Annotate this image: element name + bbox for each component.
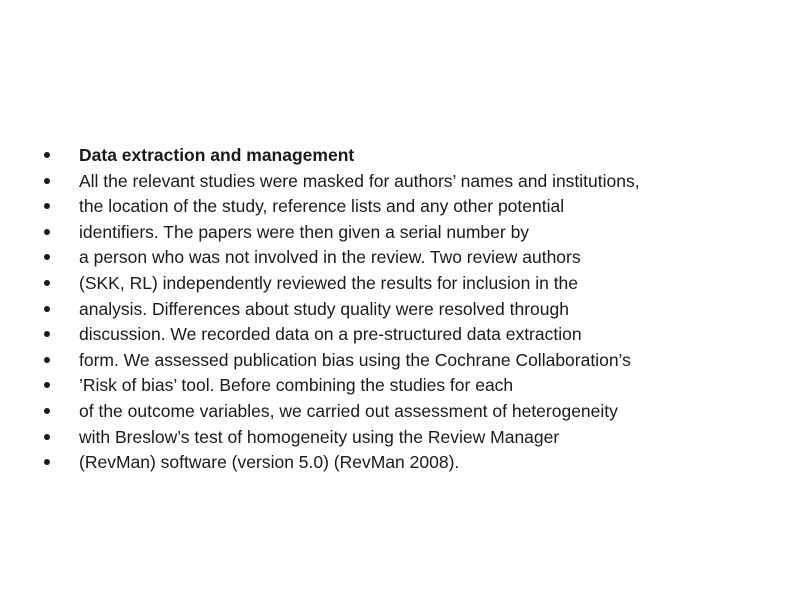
bullet-list — [44, 143, 640, 476]
section-heading: Data extraction and management — [79, 145, 355, 165]
bullet-item — [44, 348, 640, 374]
bullet-text: (RevMan) software (version 5.0) (RevMan 2008). — [79, 452, 460, 473]
bullet-item — [44, 220, 640, 246]
bullet-item-heading — [44, 143, 640, 169]
bullet-text: form. We assessed publication bias using the Cochrane Collaboration’s — [79, 349, 631, 370]
bullet-item — [44, 297, 640, 323]
bullet-item — [44, 373, 640, 399]
bullet-item — [44, 271, 640, 297]
bullet-text: a person who was not involved in the review. Two review authors — [79, 247, 581, 268]
bullet-dot-icon — [44, 178, 50, 184]
bullet-dot-icon — [44, 331, 50, 337]
bullet-item — [44, 194, 640, 220]
bullet-text: All the relevant studies were masked for authors’ names and institutions, — [79, 170, 640, 191]
bullet-item — [44, 425, 640, 451]
bullet-text: (SKK, RL) independently reviewed the results for inclusion in the — [79, 272, 579, 293]
bullet-text: with Breslow’s test of homogeneity using the Review Manager — [79, 426, 560, 447]
bullet-dot-icon — [44, 306, 50, 312]
bullet-dot-icon — [44, 203, 50, 209]
bullet-dot-icon — [44, 280, 50, 286]
bullet-dot-icon — [44, 152, 50, 158]
bullet-item — [44, 245, 640, 271]
bullet-dot-icon — [44, 382, 50, 388]
bullet-text: the location of the study, reference lists and any other potential — [79, 196, 565, 217]
bullet-text: identifiers. The papers were then given a serial number by — [79, 221, 530, 242]
bullet-dot-icon — [44, 434, 50, 440]
bullet-dot-icon — [44, 408, 50, 414]
bullet-text: discussion. We recorded data on a pre-structured data extraction — [79, 324, 582, 345]
bullet-text: of the outcome variables, we carried out assessment of heterogeneity — [79, 400, 618, 421]
bullet-dot-icon — [44, 254, 50, 260]
bullet-text: ’Risk of bias’ tool. Before combining the studies for each — [79, 375, 514, 396]
bullet-text: analysis. Differences about study quality were resolved through — [79, 298, 569, 319]
bullet-dot-icon — [44, 459, 50, 465]
bullet-dot-icon — [44, 357, 50, 363]
bullet-item — [44, 450, 640, 476]
bullet-item — [44, 399, 640, 425]
bullet-item — [44, 322, 640, 348]
bullet-item — [44, 169, 640, 195]
bullet-dot-icon — [44, 229, 50, 235]
